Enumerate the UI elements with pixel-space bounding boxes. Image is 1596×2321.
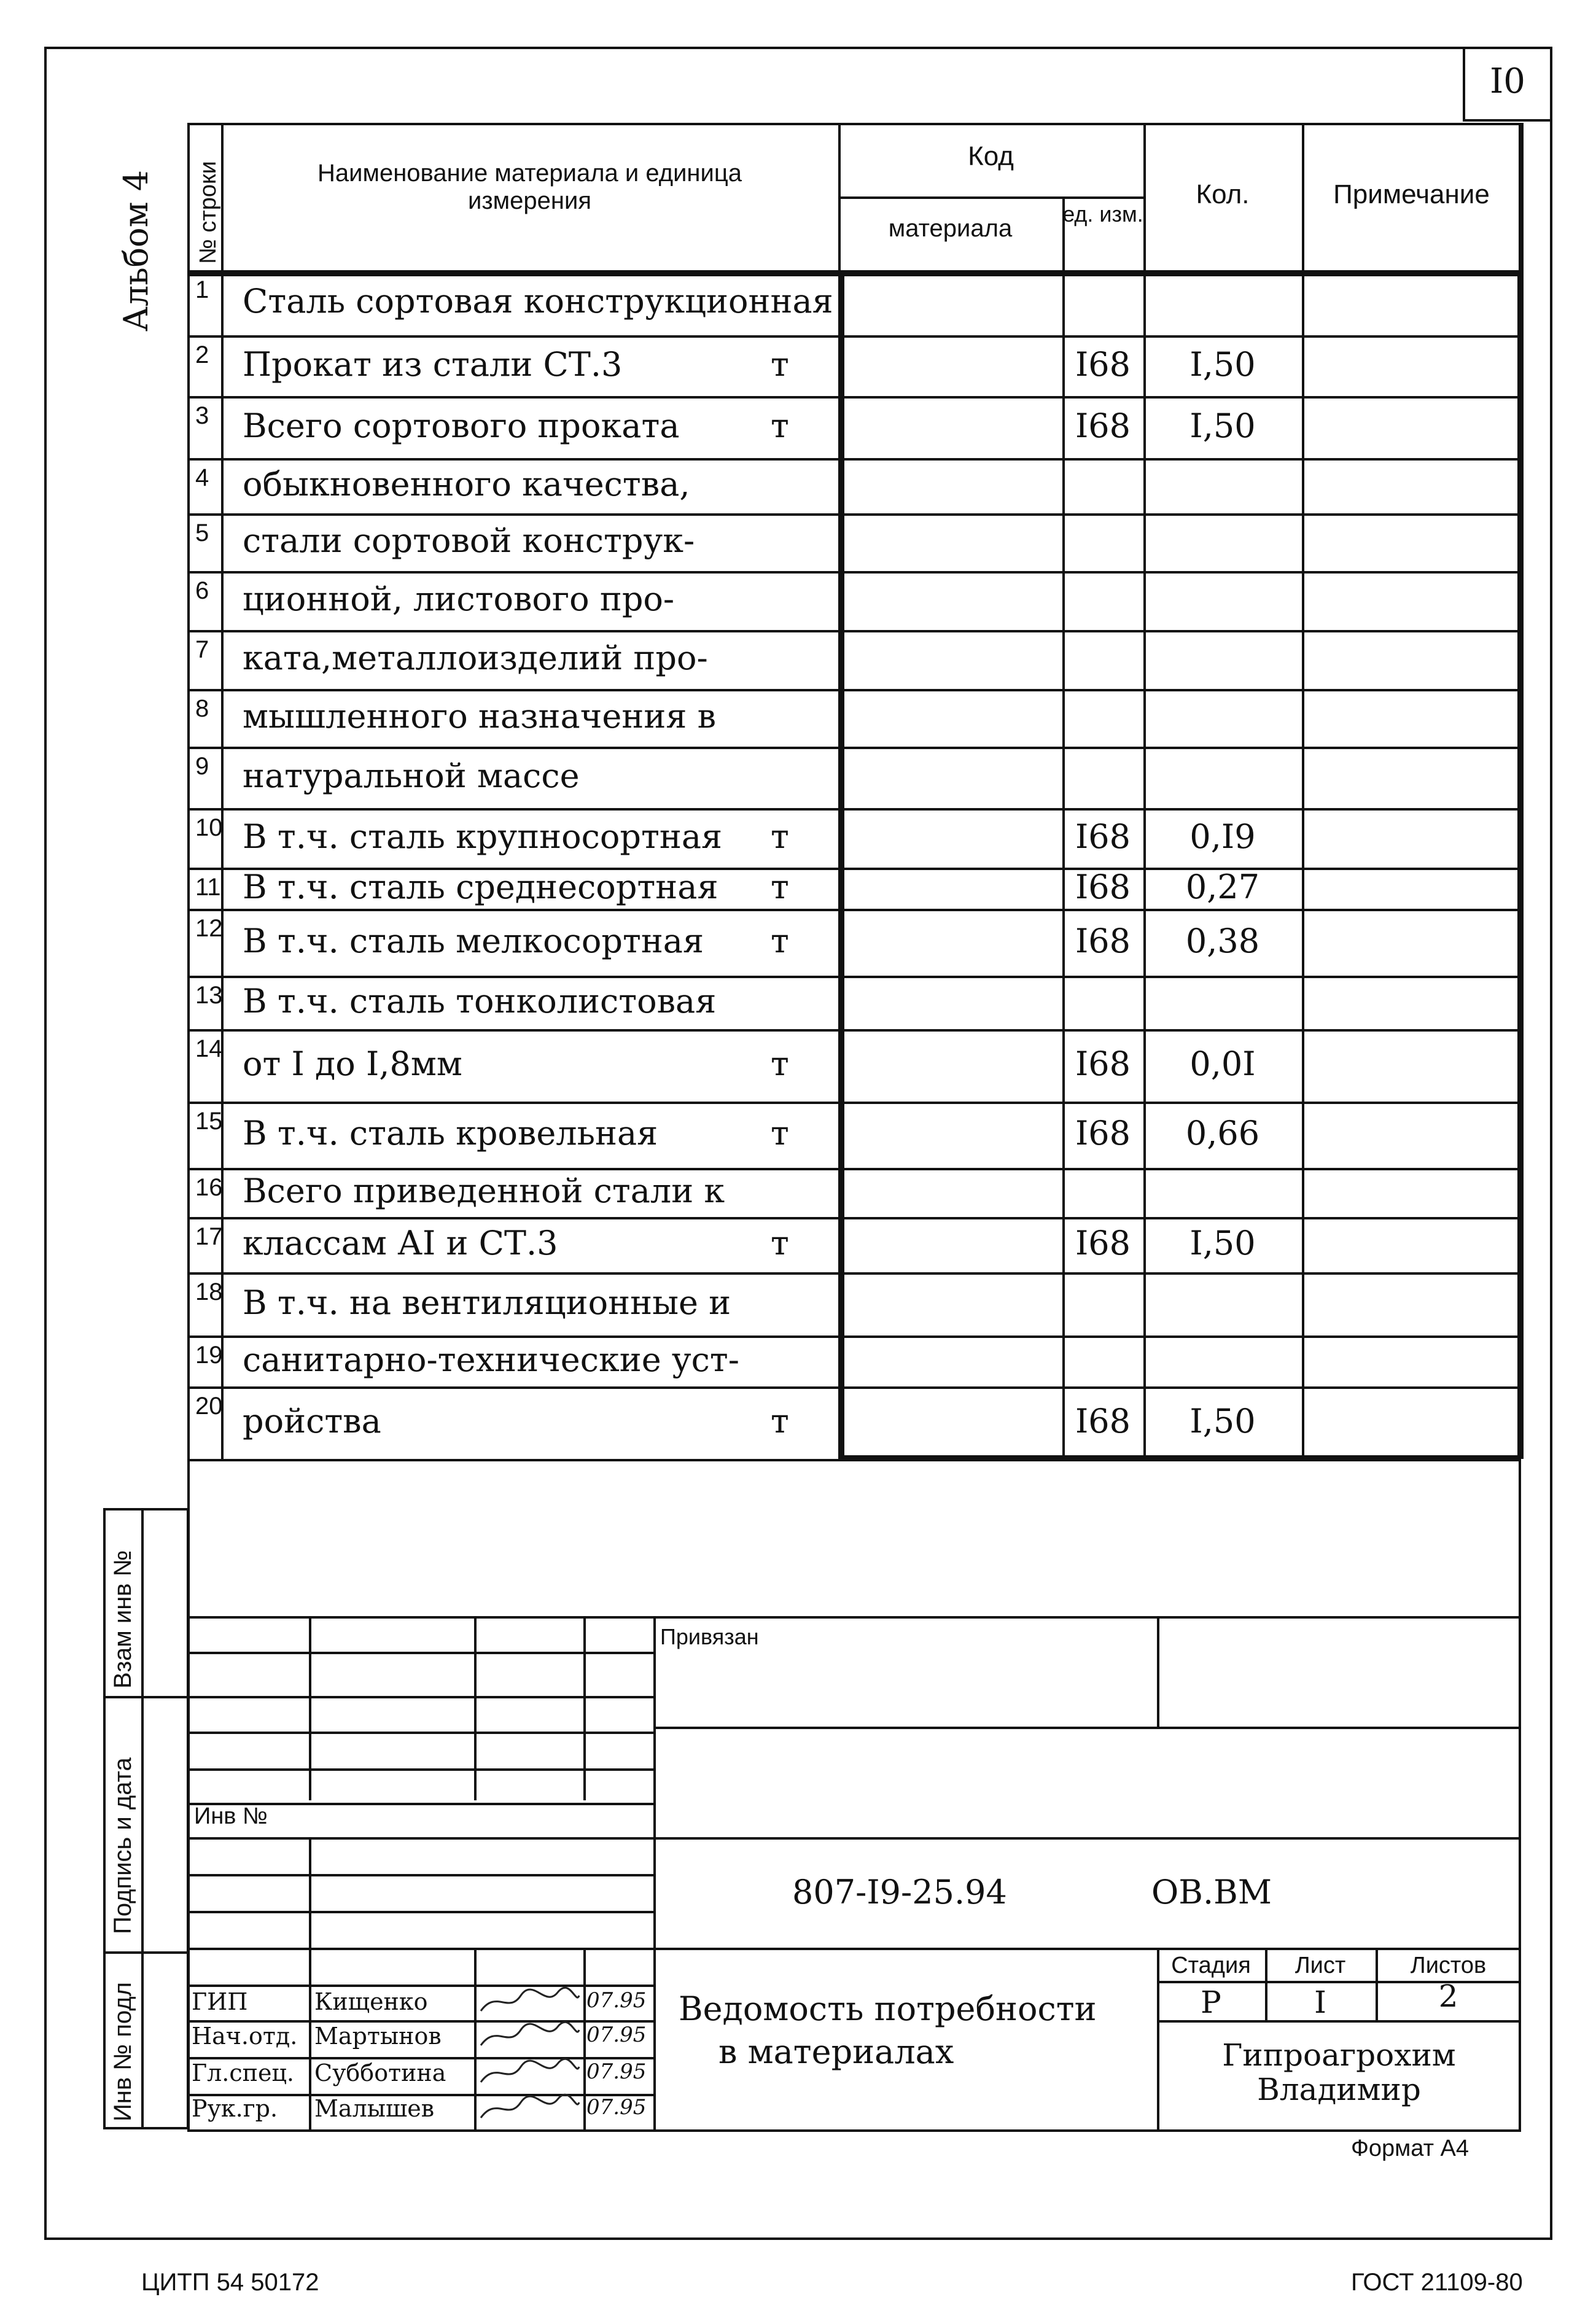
divider: [309, 1616, 311, 1800]
header-code: Код: [968, 141, 1014, 171]
list-value: I: [1314, 1985, 1326, 2020]
table-row-line: [187, 909, 1521, 911]
person-name: Малышев: [314, 2095, 435, 2122]
divider: [653, 1616, 656, 2129]
table-row-line: [187, 976, 1521, 978]
row-unit-code: I68: [1075, 867, 1131, 906]
header-note: Примечание: [1333, 179, 1490, 209]
divider: [187, 1837, 653, 1840]
row-unit-code: I68: [1075, 1402, 1131, 1440]
row-number: 2: [195, 341, 209, 368]
row-unit-code: I68: [1075, 817, 1131, 856]
person-date: 07.95: [586, 2095, 647, 2120]
row-name: ройства: [243, 1402, 381, 1440]
table-row-line: [187, 1102, 1521, 1104]
header-qty: Кол.: [1196, 179, 1250, 209]
table-row-line: [187, 630, 1521, 632]
row-number: 9: [195, 753, 209, 780]
header-code-unit: ед. изм.: [1062, 201, 1143, 227]
table-row-line: [187, 1335, 1521, 1338]
row-number: 11: [195, 874, 221, 901]
divider: [1157, 1616, 1159, 1727]
table-header-bottom: [187, 270, 1521, 276]
table-row-line: [187, 747, 1521, 749]
person-date: 07.95: [586, 1988, 647, 2013]
row-name: ката,металлоизделий про-: [243, 639, 708, 677]
divider: [187, 2129, 653, 2132]
row-qty: I,50: [1189, 344, 1256, 384]
table-row-line: [187, 1386, 1521, 1389]
divider: [309, 1837, 311, 2129]
list-label: Лист: [1294, 1953, 1346, 1978]
row-unit: т: [771, 406, 789, 445]
table-row-line: [187, 689, 1521, 691]
row-number: 13: [195, 982, 223, 1009]
row-qty: I,50: [1189, 1402, 1256, 1440]
listov-label: Листов: [1410, 1953, 1487, 1978]
divider: [583, 1616, 586, 1800]
row-qty: I,50: [1189, 1224, 1256, 1262]
divider: [1302, 270, 1304, 1459]
divider: [1143, 270, 1146, 1459]
row-qty: I,50: [1189, 406, 1256, 445]
table-row-line: [187, 513, 1521, 516]
row-number: 14: [195, 1035, 223, 1062]
row-name: В т.ч. сталь тонколистовая: [243, 981, 717, 1021]
row-name: натуральной массе: [243, 756, 580, 795]
divider: [187, 1874, 653, 1876]
person-role: Рук.гр.: [192, 2095, 278, 2122]
podpis-data-label: Подпись и дата: [109, 1757, 136, 1934]
format-label: Формат А4: [1351, 2136, 1469, 2161]
org-line1: Гипроагрохим: [1222, 2037, 1456, 2073]
divider: [838, 196, 1145, 199]
row-number: 12: [195, 915, 223, 942]
row-number: 17: [195, 1223, 223, 1250]
row-name: Всего сортового проката: [243, 406, 680, 445]
person-name: Мартынов: [314, 2023, 442, 2050]
row-name: В т.ч. сталь кровельная: [243, 1114, 658, 1153]
row-unit-code: I68: [1075, 921, 1131, 960]
footer-right: ГОСТ 21109-80: [1351, 2269, 1523, 2296]
divider: [103, 1696, 189, 1698]
row-name: санитарно-технические уст-: [243, 1340, 739, 1379]
divider: [1157, 2020, 1521, 2023]
row-unit-code: I68: [1075, 1114, 1131, 1153]
person-name: Кищенко: [314, 1988, 428, 2015]
row-unit: т: [771, 1044, 789, 1083]
row-number: 18: [195, 1278, 223, 1305]
row-qty: 0,I9: [1189, 817, 1256, 856]
row-number: 7: [195, 636, 209, 663]
divider: [187, 1911, 653, 1913]
stadia-value: Р: [1201, 1985, 1221, 2020]
row-unit-code: I68: [1075, 1044, 1131, 1083]
table-top-border: [187, 123, 1521, 125]
row-name: Прокат из стали СТ.3: [243, 344, 623, 384]
row-name: стали сортовой конструк-: [243, 521, 695, 560]
doc-mark: ОВ.ВМ: [1151, 1873, 1272, 1911]
inv-no-label: Инв №: [194, 1803, 268, 1829]
table-row-line: [187, 571, 1521, 573]
row-name: от I до I,8мм: [243, 1044, 462, 1083]
row-unit-code: I68: [1075, 344, 1131, 384]
sheet-number: I0: [1490, 61, 1525, 101]
row-number: 16: [195, 1174, 223, 1201]
table-row-line: [187, 1217, 1521, 1219]
row-number: 20: [195, 1393, 223, 1420]
table-row-line: [187, 1029, 1521, 1032]
row-name: В т.ч. сталь мелкосортная: [243, 921, 704, 960]
stadia-label: Стадия: [1171, 1953, 1251, 1978]
person-role: Нач.отд.: [192, 2023, 298, 2050]
row-qty: 0,0I: [1189, 1044, 1256, 1083]
row-number: 4: [195, 464, 209, 491]
row-name: Сталь сортовая конструкционная: [243, 282, 833, 321]
row-name: В т.ч. сталь крупносортная: [243, 817, 723, 856]
row-number: 3: [195, 402, 209, 429]
listov-value: 2: [1438, 1978, 1458, 2014]
row-unit-code: I68: [1075, 1224, 1131, 1262]
doc-title-line1: Ведомость потребности: [679, 1989, 1097, 2028]
privyazan-label: Привязан: [660, 1624, 759, 1649]
doc-code: 807-I9-25.94: [792, 1873, 1007, 1911]
row-name: ционной, листового про-: [243, 580, 675, 618]
divider: [103, 1951, 189, 1954]
vzam-inv-label: Взам инв №: [109, 1550, 136, 1689]
row-unit: т: [771, 1114, 789, 1153]
signature: [478, 2090, 582, 2125]
row-number: 5: [195, 519, 209, 546]
row-unit-code: I68: [1075, 406, 1131, 445]
header-row-no: № строки: [195, 161, 221, 264]
divider: [1519, 123, 1521, 2129]
row-number: 10: [195, 814, 223, 841]
divider: [474, 1616, 477, 1800]
divider: [583, 1948, 586, 2129]
divider: [653, 1727, 1521, 1729]
header-code-material: материала: [888, 215, 1013, 242]
table-row-line: [187, 396, 1521, 398]
divider: [1521, 123, 1524, 270]
doc-title-line2: в материалах: [718, 2032, 954, 2071]
table-row-line: [187, 808, 1521, 811]
divider: [474, 1948, 477, 2129]
table-row-line: [187, 335, 1521, 338]
row-unit: т: [771, 1402, 789, 1440]
row-number: 1: [195, 276, 209, 303]
row-number: 15: [195, 1108, 223, 1135]
row-number: 8: [195, 695, 209, 722]
table-row-line: [187, 1168, 1521, 1170]
row-name: мышленного назначения в: [243, 697, 717, 736]
row-unit: т: [771, 867, 789, 906]
divider: [653, 1948, 1521, 1950]
org-line2: Владимир: [1257, 2072, 1421, 2107]
row-number: 6: [195, 577, 209, 604]
album-label: Альбом 4: [117, 169, 155, 332]
row-qty: 0,27: [1185, 867, 1260, 906]
row-number: 19: [195, 1342, 223, 1369]
row-name: В т.ч. на вентиляционные и: [243, 1283, 731, 1322]
row-unit: т: [771, 817, 789, 856]
divider: [838, 270, 844, 1459]
signature: [478, 2018, 582, 2052]
person-role: ГИП: [192, 1988, 248, 2015]
row-qty: 0,38: [1185, 921, 1260, 960]
table-row-line: [187, 1272, 1521, 1275]
person-name: Субботина: [314, 2059, 446, 2086]
inv-podl-label: Инв № подл: [109, 1982, 136, 2121]
header-name: Наименование материала и единица измерения: [317, 160, 742, 214]
signature: [478, 2055, 582, 2089]
footer-left: ЦИТП 54 50172: [141, 2269, 319, 2296]
divider: [1062, 270, 1065, 1459]
signature: [478, 1983, 582, 2018]
row-unit: т: [771, 344, 789, 384]
person-date: 07.95: [586, 2023, 647, 2047]
table-row-line: [187, 458, 1521, 461]
row-name: обыкновенного качества,: [243, 465, 690, 503]
person-role: Гл.спец.: [192, 2059, 294, 2086]
divider: [653, 1837, 1521, 1840]
row-unit: т: [771, 1224, 789, 1262]
row-name: В т.ч. сталь среднесортная: [243, 867, 718, 906]
table-bottom-thick: [838, 1455, 1521, 1461]
row-name: классам АI и СТ.3: [243, 1224, 558, 1262]
divider: [141, 1508, 144, 2129]
person-date: 07.95: [586, 2059, 647, 2084]
row-qty: 0,66: [1185, 1114, 1260, 1153]
row-unit: т: [771, 921, 789, 960]
row-name: Всего приведенной стали к: [243, 1172, 725, 1210]
